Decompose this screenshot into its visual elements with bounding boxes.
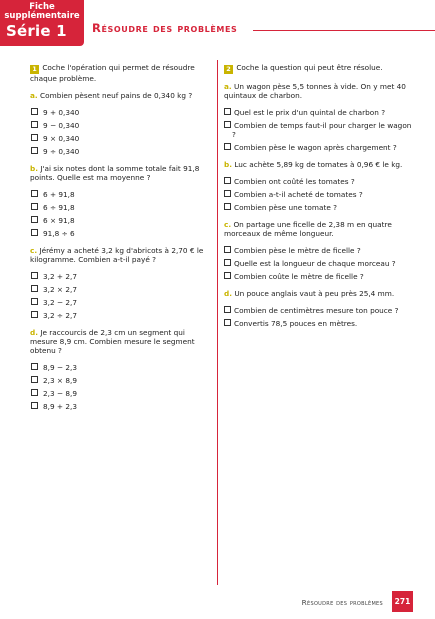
option-text: 3,2 × 2,7 [43,285,77,294]
option-text: 6 + 91,8 [43,190,75,199]
option-text: 6 ÷ 91,8 [43,203,75,212]
option-row[interactable] [31,389,210,398]
question-letter: b. [30,164,38,173]
question-letter: c. [224,220,232,229]
option-row[interactable] [31,298,210,307]
option-row[interactable] [31,311,210,320]
question-2c [224,220,414,238]
checkbox[interactable] [224,306,231,313]
question-text: Jérémy a acheté 3,2 kg d'abricots à 2,70 € le kilogramme. Combien a-t-il payé ? [30,246,204,264]
option-row[interactable] [224,177,414,186]
option-text: Combien coûte le mètre de ficelle ? [234,272,364,281]
option-row[interactable] [224,190,414,199]
question-text: Luc achète 5,89 kg de tomates à 0,96 € le kg. [234,160,403,169]
question-2b [224,160,414,169]
option-row[interactable] [224,121,414,139]
option-row[interactable] [224,306,414,315]
option-row[interactable] [31,134,210,143]
checkbox[interactable] [31,147,38,154]
question-letter: a. [30,91,38,100]
checkbox[interactable] [224,143,231,150]
question-2d [224,289,414,298]
checkbox[interactable] [31,389,38,396]
option-text: Combien pèse le mètre de ficelle ? [234,246,361,255]
option-text: Combien a-t-il acheté de tomates ? [234,190,363,199]
question-1d [30,328,210,355]
checkbox[interactable] [31,376,38,383]
option-row[interactable] [31,216,210,225]
question-1b [30,164,210,182]
option-row[interactable] [224,108,414,117]
question-text: On partage une ficelle de 2,38 m en quatre morceaux de même longueur. [224,220,392,238]
option-text: Combien ont coûté les tomates ? [234,177,355,186]
option-text: 8,9 − 2,3 [43,363,77,372]
exercise-number-badge: 1 [30,65,39,74]
checkbox[interactable] [31,402,38,409]
checkbox[interactable] [31,134,38,141]
option-text: Combien de temps faut-il pour charger le wagon ? [232,121,412,139]
tab-label-fiche: Fiche [29,2,55,12]
checkbox[interactable] [224,259,231,266]
option-row[interactable] [31,203,210,212]
question-text: Un wagon pèse 5,5 tonnes à vide. On y met 40 quintaux de charbon. [224,82,406,100]
option-text: 91,8 ÷ 6 [43,229,75,238]
question-letter: d. [224,289,232,298]
checkbox[interactable] [31,298,38,305]
title-rule [253,30,435,31]
option-text: Quelle est la longueur de chaque morceau ? [234,259,396,268]
option-row[interactable] [31,121,210,130]
checkbox[interactable] [224,190,231,197]
checkbox[interactable] [224,177,231,184]
option-row[interactable] [224,272,414,281]
question-text: Un pouce anglais vaut à peu près 25,4 mm. [234,289,395,298]
option-row[interactable] [224,319,414,328]
checkbox[interactable] [31,190,38,197]
option-text: 2,3 − 8,9 [43,389,77,398]
question-letter: b. [224,160,232,169]
option-row[interactable] [31,229,210,238]
exercise-2 [224,63,414,332]
question-text: Combien pèsent neuf pains de 0,340 kg ? [40,91,193,100]
exercise-instruction: Coche la question qui peut être résolue. [236,63,383,72]
checkbox[interactable] [31,363,38,370]
checkbox[interactable] [224,121,231,128]
option-text: 3,2 ÷ 2,7 [43,311,77,320]
checkbox[interactable] [31,285,38,292]
option-text: 3,2 + 2,7 [43,272,77,281]
question-text: J'ai six notes dont la somme totale fait 91,8 points. Quelle est ma moyenne ? [30,164,200,182]
question-1c [30,246,210,264]
checkbox[interactable] [31,121,38,128]
option-row[interactable] [31,363,210,372]
option-row[interactable] [31,402,210,411]
question-text: Je raccourcis de 2,3 cm un segment qui mesure 8,9 cm. Combien mesure le segment obtenu ? [30,328,195,355]
checkbox[interactable] [31,311,38,318]
checkbox[interactable] [31,108,38,115]
checkbox[interactable] [31,272,38,279]
exercise-2-header [224,63,414,74]
option-text: 9 × 0,340 [43,134,80,143]
exercise-instruction: Coche l'opération qui permet de résoudre chaque problème. [30,63,195,83]
question-letter: c. [30,246,38,255]
option-text: Combien pèse le wagon après chargement ? [234,143,397,152]
option-text: Convertis 78,5 pouces en mètres. [234,319,358,328]
option-row[interactable] [31,272,210,281]
option-row[interactable] [31,376,210,385]
option-text: 6 × 91,8 [43,216,75,225]
option-row[interactable] [224,259,414,268]
checkbox[interactable] [31,203,38,210]
exercise-number-badge: 2 [224,65,233,74]
option-text: 9 − 0,340 [43,121,80,130]
option-text: 3,2 − 2,7 [43,298,77,307]
tab-label-series: Série 1 [6,22,67,40]
option-text: Combien pèse une tomate ? [234,203,337,212]
question-2a [224,82,414,100]
checkbox[interactable] [224,319,231,326]
option-row[interactable] [31,190,210,199]
exercise-1-header [30,63,210,83]
option-row[interactable] [31,285,210,294]
option-row[interactable] [224,143,414,152]
option-text: 9 ÷ 0,340 [43,147,80,156]
exercise-1 [30,63,210,415]
checkbox[interactable] [31,216,38,223]
option-text: 2,3 × 8,9 [43,376,77,385]
checkbox[interactable] [31,229,38,236]
page-number: 271 [392,591,413,612]
checkbox[interactable] [224,108,231,115]
option-text: 8,9 + 2,3 [43,402,77,411]
option-text: Combien de centimètres mesure ton pouce ? [234,306,399,315]
option-row[interactable] [224,246,414,255]
page-title: Résoudre des problèmes [92,21,238,35]
question-1a [30,91,210,100]
footer-section-label: Résoudre des problèmes [301,598,383,607]
checkbox[interactable] [224,203,231,210]
option-row[interactable] [31,108,210,117]
option-row[interactable] [31,147,210,156]
tab-label-supplementaire: supplémentaire [4,11,80,21]
column-divider [217,60,218,585]
question-letter: d. [30,328,38,337]
question-letter: a. [224,82,232,91]
series-tab [0,0,84,46]
option-row[interactable] [224,203,414,212]
checkbox[interactable] [224,272,231,279]
option-text: 9 + 0,340 [43,108,80,117]
checkbox[interactable] [224,246,231,253]
option-text: Quel est le prix d'un quintal de charbon ? [234,108,386,117]
